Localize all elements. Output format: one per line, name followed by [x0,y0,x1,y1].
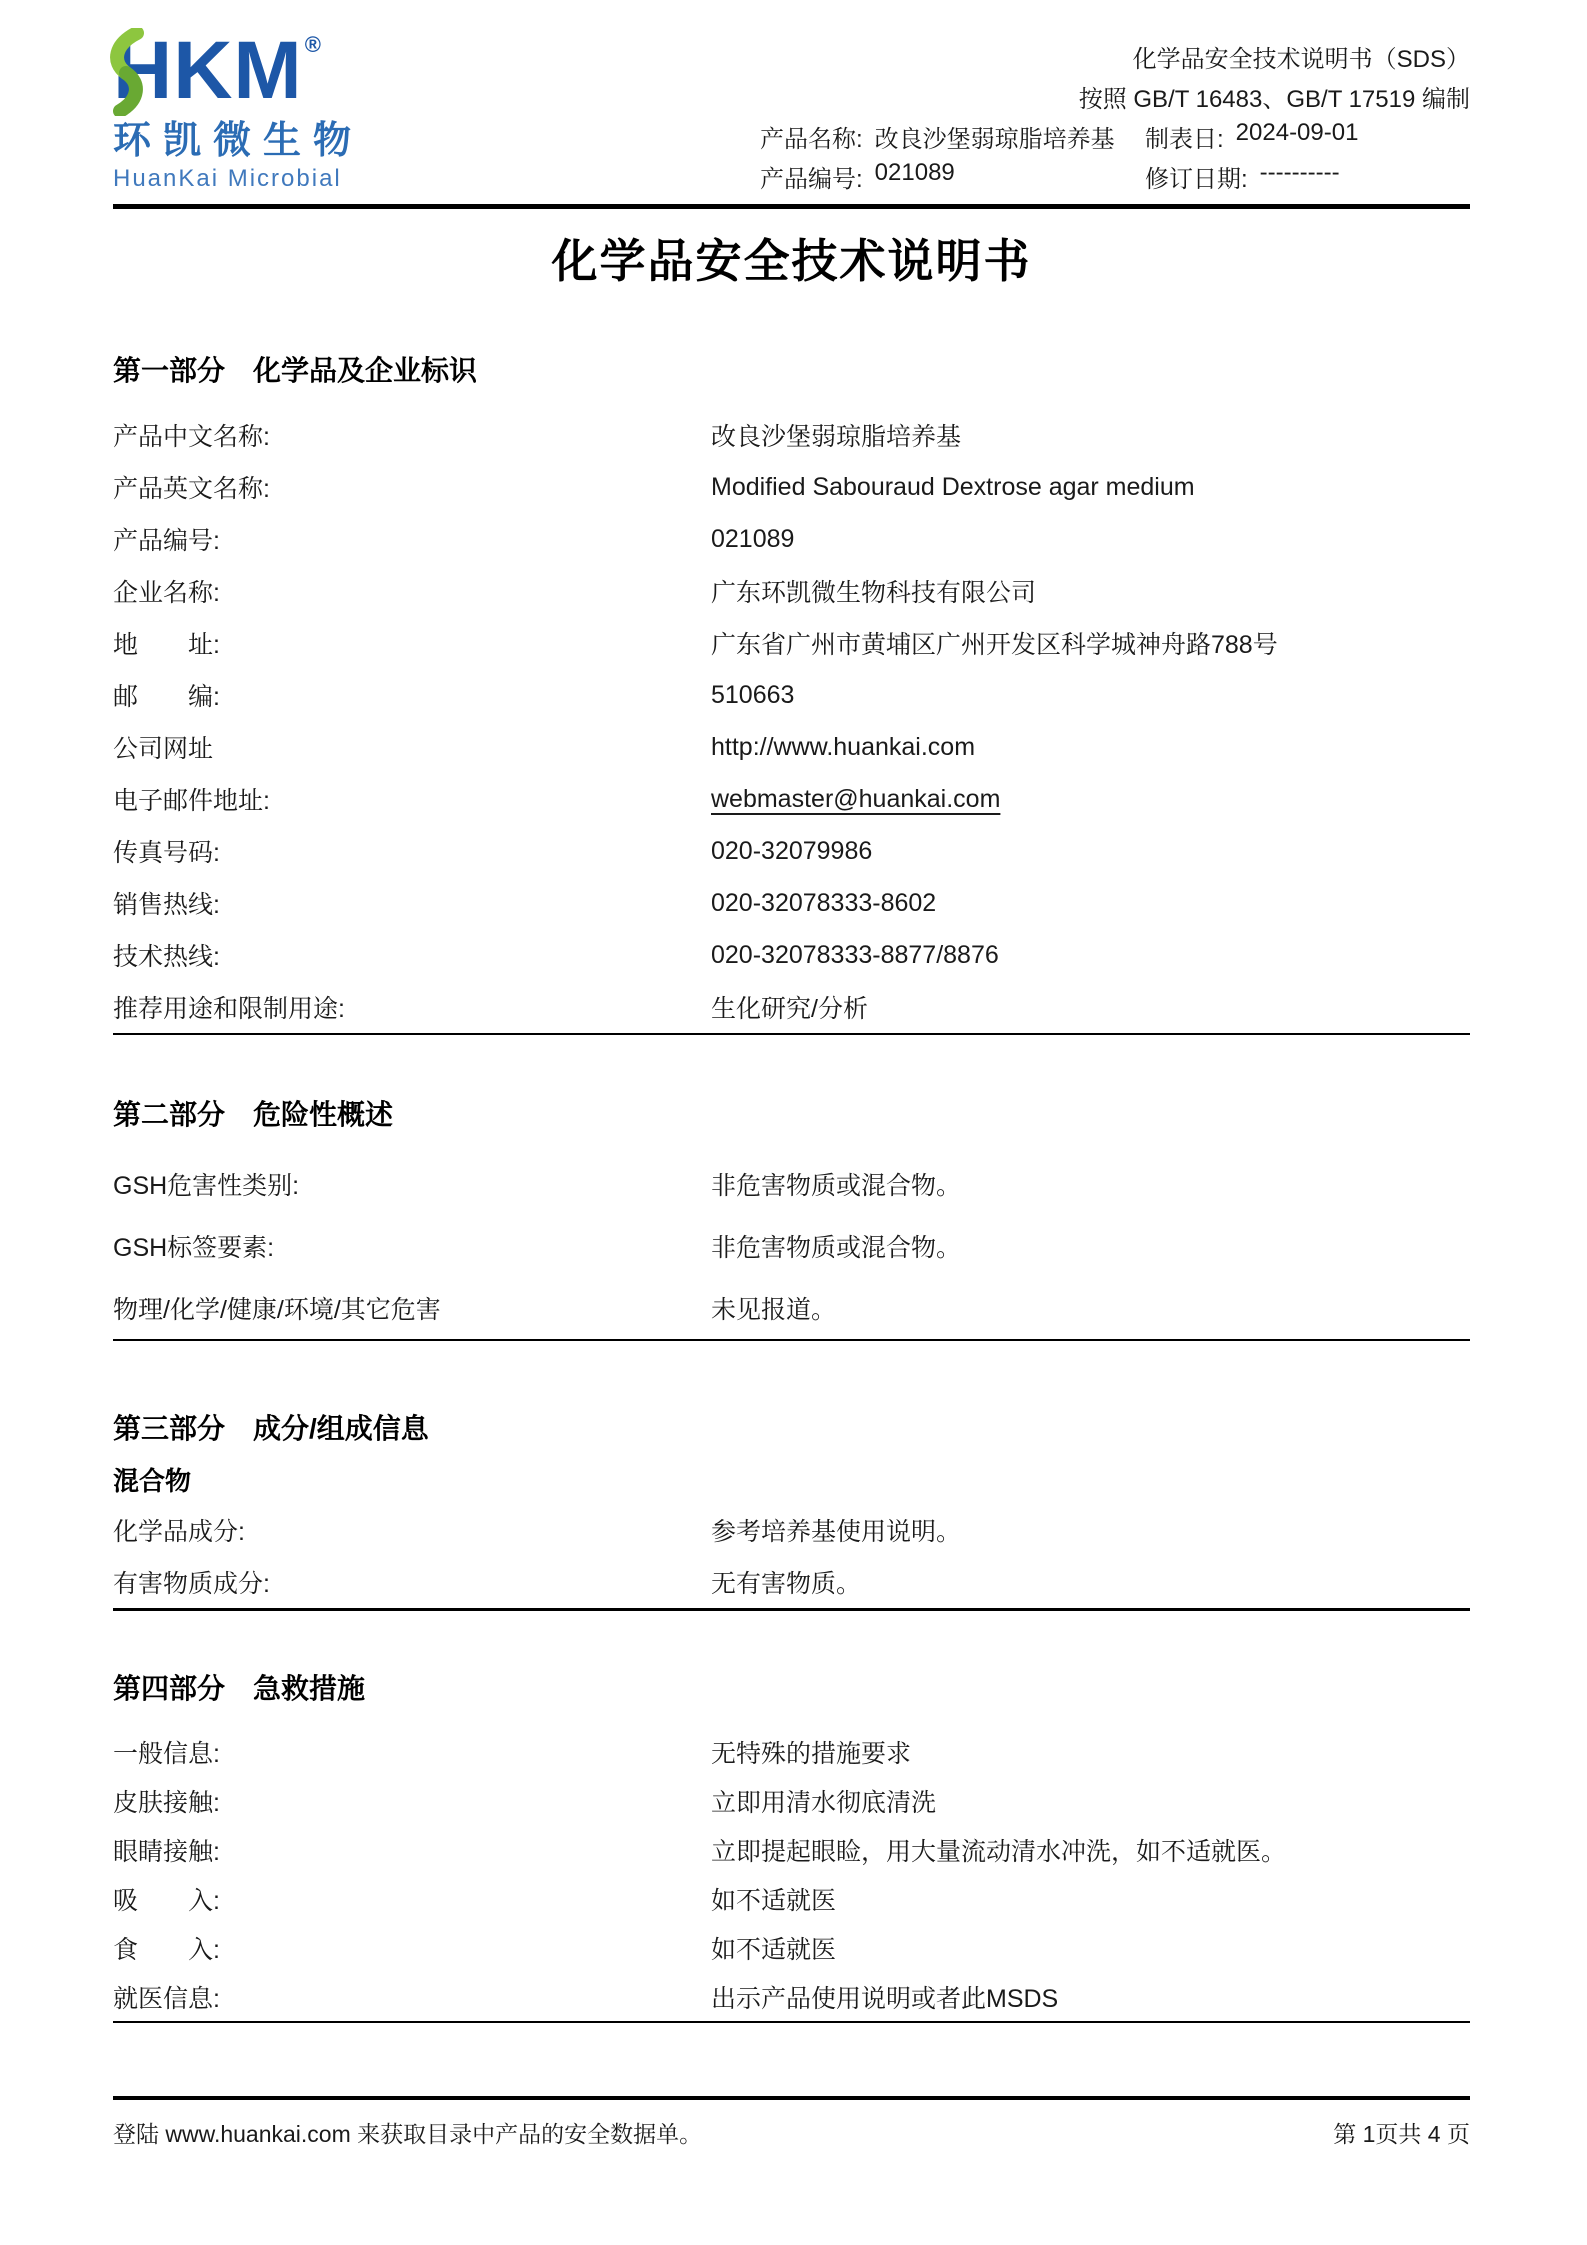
product-code-label: 产品编号: [760,165,863,193]
section-heading: 第一部分 化学品及企业标识 [113,355,478,386]
field-row [113,1153,1470,1215]
field-row [113,1556,1470,1608]
header-rule [113,204,1470,209]
field-row [113,773,1470,825]
date-pair [1145,119,1470,154]
field-row [113,1776,1470,1825]
field-label: 公司网址 [113,735,214,763]
page-footer [113,2096,1470,2149]
product-name-label: 产品名称: [760,125,863,153]
document-title: 化学品安全技术说明书 [551,235,1032,287]
field-value: 无特殊的措施要求 [711,1739,912,1768]
revision-pair [1145,159,1470,194]
registered-trademark-icon: ® [304,32,321,57]
field-row [113,1972,1470,2021]
field-row [113,565,1470,617]
field-value: 出示产品使用说明或者此MSDS [711,1984,1059,2013]
logo-en-name: HuanKai Microbial [113,165,342,192]
revision-value: ---------- [1259,158,1340,186]
section-2 [113,1095,1470,1339]
standard-line: 按照 GB/T 16483、GB/T 17519 编制 [1078,85,1470,113]
field-value: 广东环凯微生物科技有限公司 [711,579,1037,607]
dna-ribbon-icon [105,28,181,116]
field-row [113,1825,1470,1874]
revision-label: 修订日期: [1145,165,1248,193]
field-value: 非危害物质或混合物。 [711,1234,962,1262]
field-value: 立即用清水彻底清洗 [711,1788,937,1817]
field-row [113,1504,1470,1556]
hkm-logo-mark [113,25,433,116]
footer-row [113,2116,1470,2149]
field-value: 未见报道。 [711,1296,837,1324]
page-number: 第 1页共 4 页 [1333,2121,1470,2147]
field-label: 推荐用途和限制用途: [113,995,345,1023]
field-label: 有害物质成分: [113,1570,270,1598]
field-label: 就医信息: [113,1984,220,2013]
field-value: 生化研究/分析 [711,995,868,1023]
field-row [113,1874,1470,1923]
product-code-line [760,156,1470,196]
hkm-logo-text: HKM [113,25,303,116]
field-label: 企业名称: [113,579,220,607]
field-value: 510663 [711,680,795,709]
field-value: 改良沙堡弱琼脂培养基 [711,423,962,451]
field-label: 眼睛接触: [113,1837,220,1866]
footer-note: 登陆 www.huankai.com 来获取目录中产品的安全数据单。 [113,2121,703,2147]
field-value: 广东省广州市黄埔区广州开发区科学城神舟路788号 [711,631,1278,659]
field-value: 参考培养基使用说明。 [711,1518,962,1546]
field-value: 020-32078333-8602 [711,888,937,917]
field-label: 一般信息: [113,1739,220,1768]
field-row [113,1215,1470,1277]
section-divider [113,1033,1470,1035]
field-row [113,929,1470,981]
section-rows [113,409,1470,1033]
product-name-value: 改良沙堡弱琼脂培养基 [874,125,1115,153]
field-row [113,461,1470,513]
section-heading: 第二部分 危险性概述 [113,1099,394,1130]
date-value: 2024-09-01 [1235,118,1359,146]
date-label: 制表日: [1145,125,1224,153]
field-value: http://www.huankai.com [711,732,976,761]
field-label: 技术热线: [113,943,220,971]
hkm-logo [113,25,543,194]
field-label: GSH标签要素: [113,1234,275,1262]
section-rows [113,1504,1470,1608]
header-info-block [760,30,1470,196]
page-content [0,204,1587,2023]
product-code-value: 021089 [874,158,955,186]
field-row [113,669,1470,721]
field-label: 产品中文名称: [113,423,270,451]
field-value: 立即提起眼睑，用大量流动清水冲洗，如不适就医。 [711,1837,1287,1866]
field-row [113,1277,1470,1339]
field-label: 皮肤接触: [113,1788,220,1817]
field-row [113,513,1470,565]
field-label: 食 入: [113,1935,220,1964]
field-value: Modified Sabouraud Dextrose agar medium [711,472,1195,501]
field-row [113,409,1470,461]
field-label: 物理/化学/健康/环境/其它危害 [113,1296,441,1324]
email-link[interactable]: webmaster@huankai.com [711,784,1001,813]
field-label: 电子邮件地址: [113,787,270,815]
field-row [113,825,1470,877]
logo-cn-name: 环凯微生物 [113,120,364,162]
section-subheading: 混合物 [113,1466,192,1496]
section-4 [113,1669,1470,2021]
field-label: 产品英文名称: [113,475,270,503]
field-row [113,617,1470,669]
field-row [113,721,1470,773]
field-label: 邮 编: [113,683,220,711]
product-name-line [760,116,1470,156]
field-value: 020-32078333-8877/8876 [711,940,999,969]
section-rows [113,1153,1470,1339]
field-value: 非危害物质或混合物。 [711,1172,962,1200]
field-value: 020-32079986 [711,836,873,865]
field-label: 地 址: [113,631,220,659]
field-row [113,1923,1470,1972]
footer-rule [113,2096,1470,2100]
sections-container [113,351,1470,2023]
doc-type-line: 化学品安全技术说明书（SDS） [1132,45,1470,73]
section-divider [113,1339,1470,1341]
field-value: 如不适就医 [711,1935,837,1964]
section-divider [113,1608,1470,1611]
product-name-pair [760,119,1145,154]
section-heading: 第四部分 急救措施 [113,1673,366,1704]
field-row [113,981,1470,1033]
field-label: 传真号码: [113,839,220,867]
field-label: 销售热线: [113,891,220,919]
page-header [0,0,1587,196]
section-1 [113,351,1470,1033]
section-rows [113,1727,1470,2021]
section-divider [113,2021,1470,2023]
field-label: 化学品成分: [113,1518,245,1546]
section-heading: 第三部分 成分/组成信息 [113,1413,429,1444]
field-value: 无有害物质。 [711,1570,862,1598]
field-label: GSH危害性类别: [113,1172,300,1200]
section-3 [113,1409,1470,1608]
field-label: 产品编号: [113,527,220,555]
product-code-pair [760,159,1145,194]
field-value: 021089 [711,524,795,553]
field-label: 吸 入: [113,1886,220,1915]
field-row [113,1727,1470,1776]
field-row [113,877,1470,929]
field-value: 如不适就医 [711,1886,837,1915]
